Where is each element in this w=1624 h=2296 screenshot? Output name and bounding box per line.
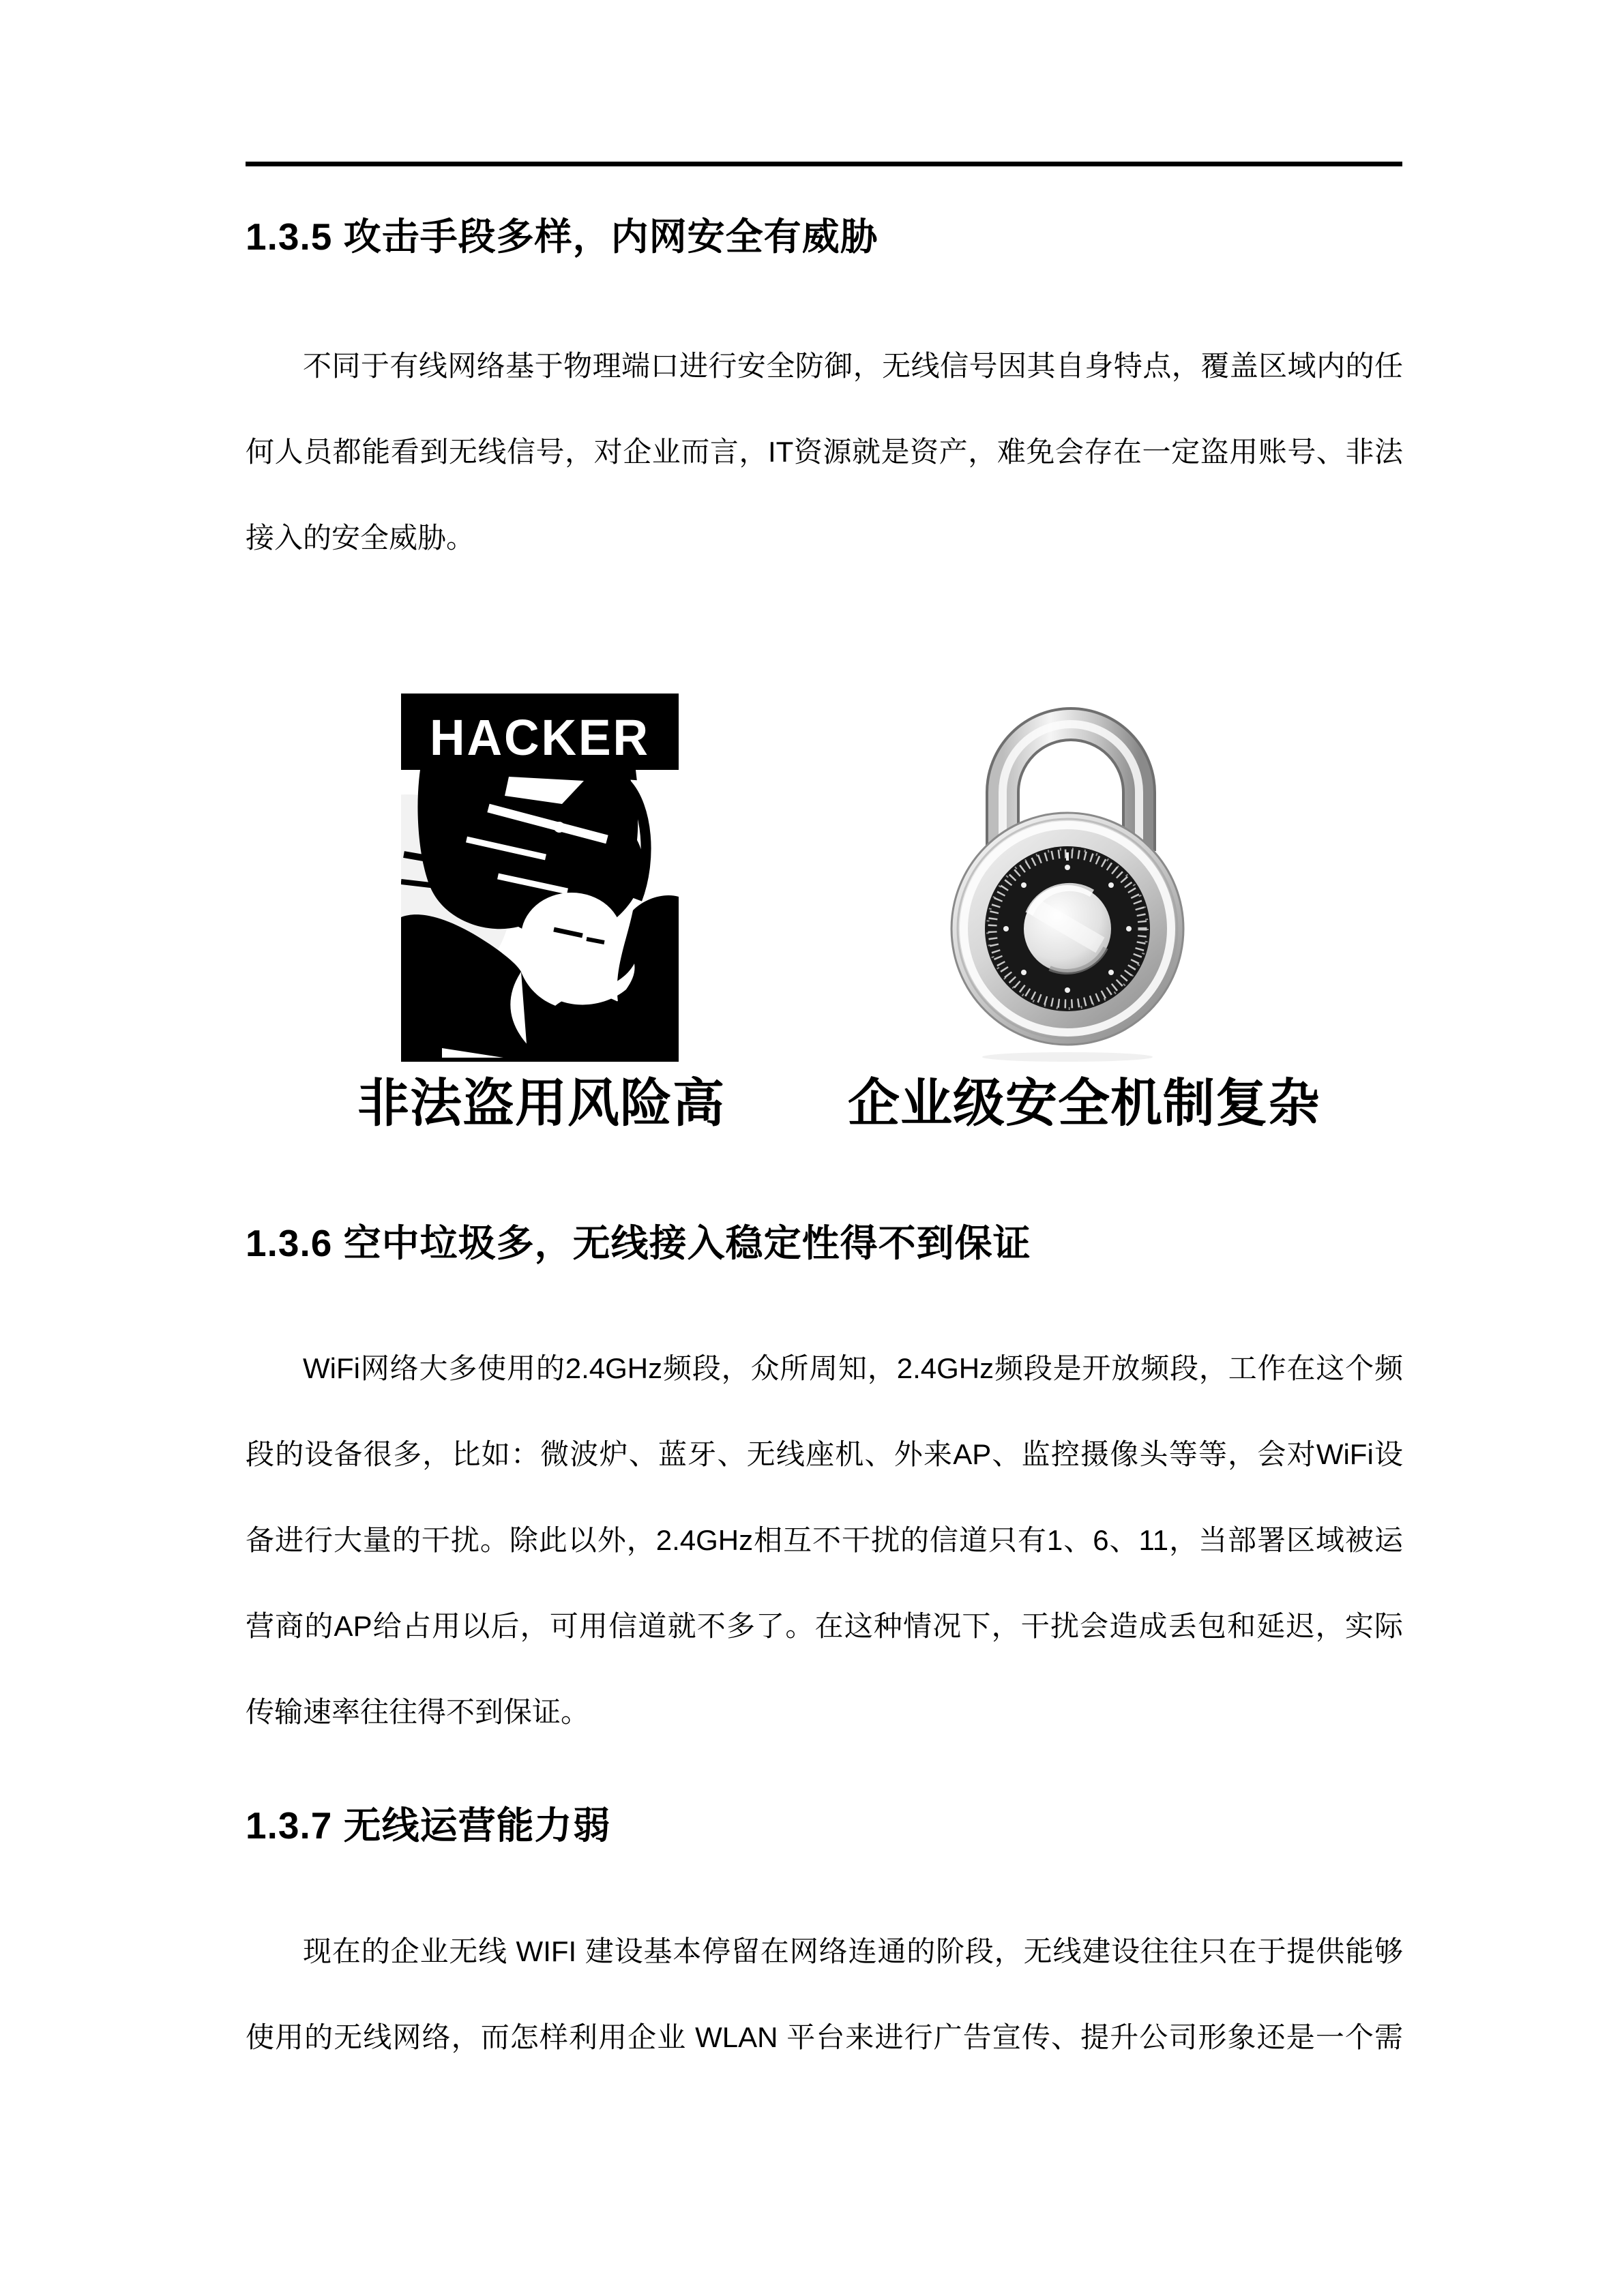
paragraph-line: 何人员都能看到无线信号，对企业而言，IT资源就是资产，难免会存在一定盗用账号、非法: [246, 436, 1403, 468]
paragraph-1: [246, 323, 1403, 581]
paragraph-line: WiFi网络大多使用的2.4GHz频段，众所周知，2.4GHz频段是开放频段，工作在这个频: [303, 1352, 1403, 1384]
paragraph-3: [246, 1909, 1403, 2081]
paragraph-line: 营商的AP给占用以后，可用信道就不多了。在这种情况下，干扰会造成丢包和延迟，实际: [246, 1610, 1403, 1642]
paragraph-line: 接入的安全威胁。: [246, 522, 475, 554]
section-heading-137: 1.3.7 无线运营能力弱: [246, 1804, 611, 1847]
paragraph-line: 不同于有线网络基于物理端口进行安全防御，无线信号因其自身特点，覆盖区域内的任: [303, 350, 1403, 382]
figure-caption-lock: 企业级安全机制复杂: [848, 1075, 1320, 1133]
paragraph-line: 备进行大量的干扰。除此以外，2.4GHz相互不干扰的信道只有1、6、11，当部署区域被运: [246, 1524, 1403, 1556]
paragraph-line: 段的设备很多，比如：微波炉、蓝牙、无线座机、外来AP、监控摄像头等等，会对WiFi设: [246, 1438, 1403, 1470]
paragraph-2: [246, 1326, 1403, 1755]
figure-caption-hacker: 非法盗用风险高: [357, 1075, 725, 1133]
section-heading-135: 1.3.5 攻击手段多样，内网安全有威胁: [246, 215, 879, 258]
paragraph-line: 传输速率往往得不到保证。: [246, 1696, 590, 1728]
header-rule: [246, 162, 1402, 166]
section-heading-136: 1.3.6 空中垃圾多，无线接入稳定性得不到保证: [246, 1222, 1031, 1264]
paragraph-line: 现在的企业无线 WIFI 建设基本停留在网络连通的阶段，无线建设往往只在于提供能够: [303, 1935, 1403, 1967]
hacker-banner-text: HACKER: [430, 709, 650, 766]
hacker-illustration: [401, 694, 679, 1062]
padlock-illustration: [947, 702, 1194, 1062]
paragraph-line: 使用的无线网络，而怎样利用企业 WLAN 平台来进行广告宣传、提升公司形象还是一个需: [246, 2021, 1403, 2053]
